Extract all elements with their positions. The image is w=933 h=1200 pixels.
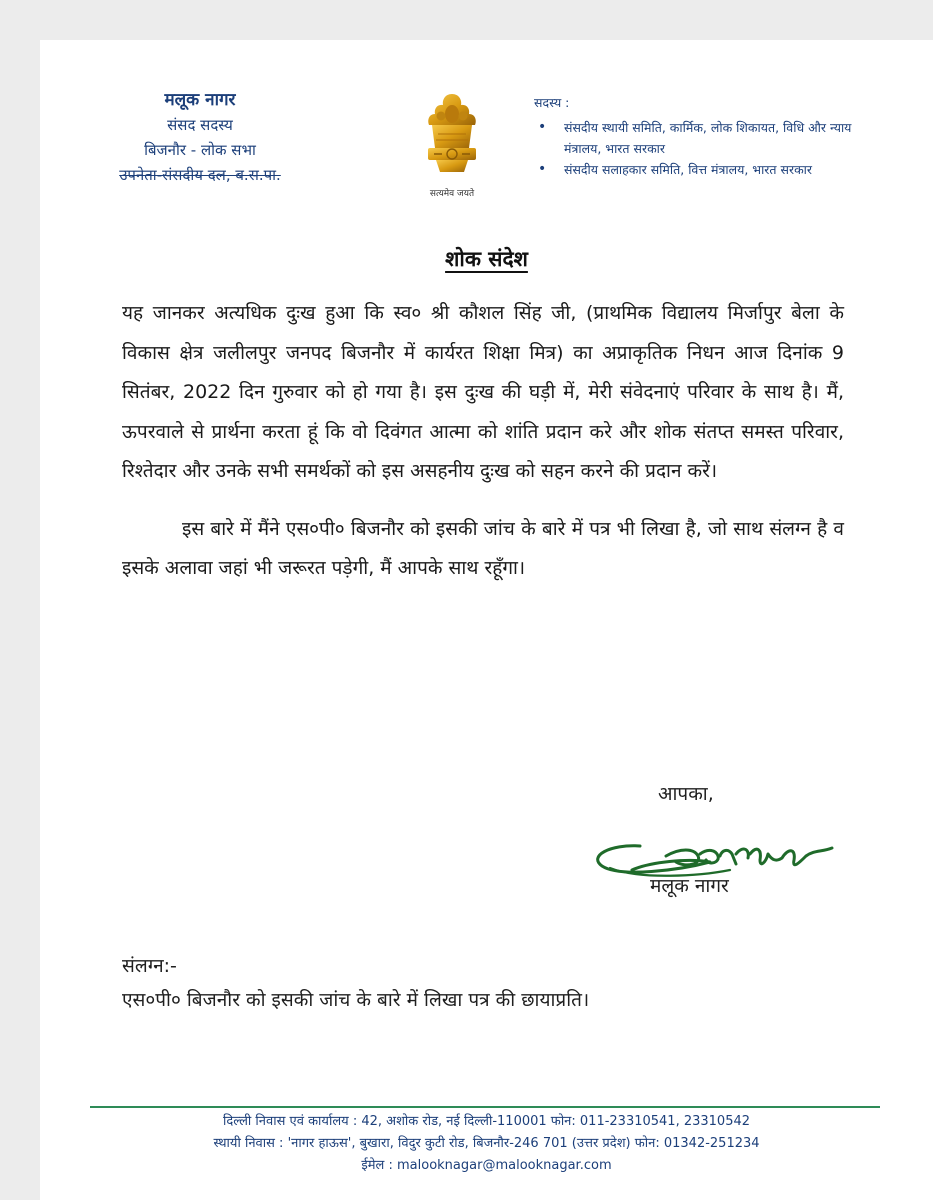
emblem-motto: सत्यमेव जयते: [429, 189, 475, 199]
membership-heading: सदस्य :: [534, 95, 570, 110]
sender-party-role: उपनेता-संसदीय दल, ब.स.पा.: [119, 166, 281, 184]
sender-designation: संसद सदस्य: [167, 116, 233, 134]
footer-divider: [90, 1106, 880, 1108]
footer-permanent-address: स्थायी निवास : 'नागर हाऊस', बुखारा, विदुर कुटी रोड, बिजनौर-246 701 (उत्तर प्रदेश) फोन: 01342-251234: [213, 1136, 760, 1151]
letterhead-page: [40, 40, 933, 1200]
national-emblem: [402, 90, 502, 199]
sender-block: [80, 88, 320, 188]
membership-block: [534, 92, 874, 180]
footer-block: [40, 1111, 933, 1177]
closing-salutation: आपका,: [658, 783, 714, 805]
body-paragraph-2: इस बारे में मैंने एस०पी० बिजनौर को इसकी जांच के बारे में पत्र भी लिखा है, जो साथ संलग्न है व इसके अलावा जहां भी जरूरत पड़ेगी, मैं आपके साथ रहूँगा।: [122, 517, 844, 579]
bullet-icon: •: [538, 119, 547, 135]
letter-title: [40, 245, 933, 273]
membership-item-text: संसदीय सलाहकार समिति, वित्त मंत्रालय, भारत सरकार: [564, 162, 813, 177]
sender-constituency: बिजनौर - लोक सभा: [144, 141, 256, 159]
membership-item: [534, 159, 874, 180]
enclosure-label: संलग्न:-: [122, 955, 177, 977]
sender-name: मलूक नागर: [164, 90, 236, 110]
body-paragraph-1: यह जानकर अत्यधिक दुःख हुआ कि स्व० श्री कौशल सिंह जी, (प्राथमिक विद्यालय मिर्जापुर बेला के विकास क्षेत्र जलीलपुर जनपद बिजनौर में कार्यरत शिक्षा मित्र) का अप्राकृतिक निधन आज दिनांक 9 सितंबर, 2022 दिन गुरुवार को हो गया है। इस दुःख की घड़ी में, मेरी संवेदनाएं परिवार के साथ है। मैं, ऊपरवाले से प्रार्थना करता हूं कि वो दिवंगत आत्मा को शांति प्रदान करे और शोक संतप्त समस्त परिवार, रिश्तेदार और उनके सभी समर्थकों को इस असहनीय दुःख को सहन करने की प्रदान करें।: [122, 302, 844, 482]
letter-body: [122, 294, 844, 589]
ashoka-emblem-icon: [412, 90, 492, 185]
membership-list: [534, 117, 874, 180]
enclosure-text: एस०पी० बिजनौर को इसकी जांच के बारे में लिखा पत्र की छायाप्रति।: [122, 989, 590, 1011]
bullet-icon: •: [538, 161, 547, 177]
footer-email: ईमेल : malooknagar@malooknagar.com: [361, 1158, 612, 1173]
membership-item-text: संसदीय स्थायी समिति, कार्मिक, लोक शिकायत, विधि और न्याय मंत्रालय, भारत सरकार: [564, 120, 852, 156]
membership-item: [534, 117, 874, 159]
signatory-name: मलूक नागर: [650, 875, 729, 897]
footer-delhi-address: दिल्ली निवास एवं कार्यालय : 42, अशोक रोड, नई दिल्ली-110001 फोन: 011-23310541, 23310542: [222, 1114, 751, 1129]
letter-title-text: शोक संदेश: [445, 247, 528, 271]
